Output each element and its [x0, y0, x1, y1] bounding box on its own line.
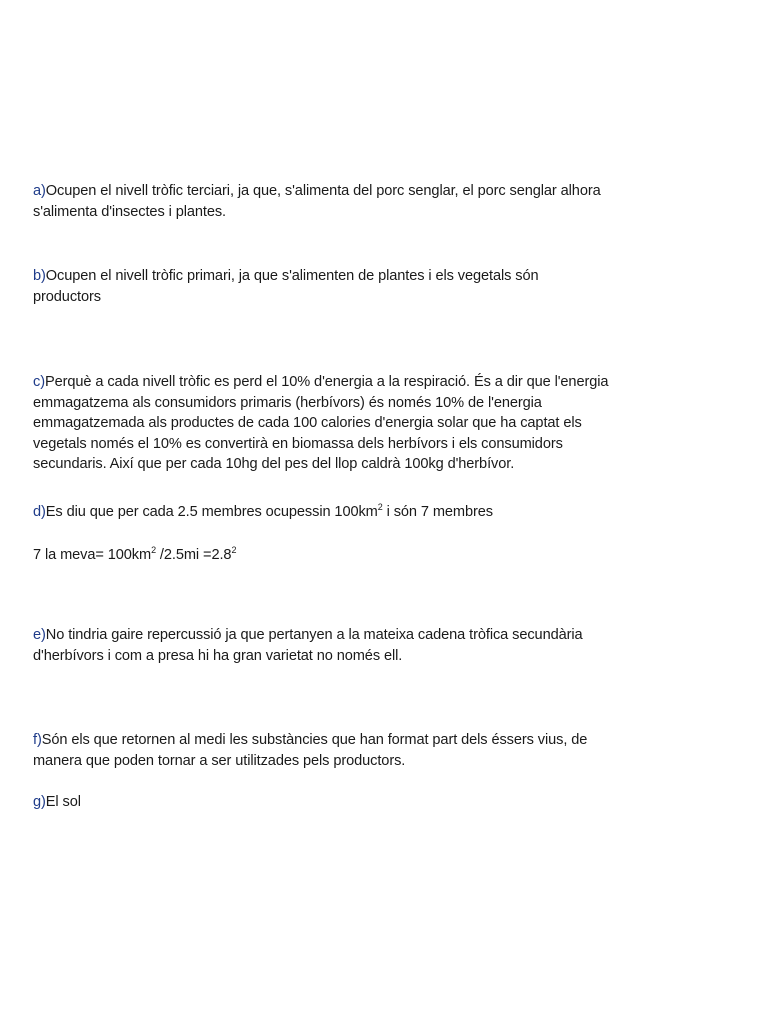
answer-f: [33, 730, 733, 771]
answer-d-calculation: [33, 540, 733, 566]
answer-c-label: c): [33, 374, 45, 390]
answer-d-calc-sup-1: 2: [151, 545, 156, 555]
answer-c: [33, 372, 733, 475]
answer-c-line-1: [33, 372, 733, 393]
answer-f-line-2: manera que poden tornar a ser utilitzades pels productors.: [33, 752, 406, 769]
answer-d-label: d): [33, 504, 46, 520]
answer-f-text-1: Són els que retornen al medi les substàncies que han format part dels éssers vius, de: [41, 732, 588, 748]
answer-b-line-2: productors: [33, 288, 101, 305]
answer-f-label: f): [33, 732, 42, 748]
answer-c-line-4: vegetals només el 10% es convertirà en biomassa dels herbívors i els consumidors: [33, 435, 563, 452]
answer-d-line-1: [33, 497, 733, 523]
answer-g-line-1: [33, 792, 733, 813]
answer-e-line-2: d'herbívors i com a presa hi ha gran varietat no només ell.: [33, 647, 403, 664]
answer-e-line-1: [33, 625, 733, 646]
answer-b-label: b): [33, 268, 46, 284]
answer-d-text-before: Es diu que per cada 2.5 membres ocupessin 100km: [45, 504, 378, 520]
answer-a-label: a): [33, 183, 46, 199]
answer-g-text: El sol: [45, 794, 81, 810]
answer-d-calc-line: [33, 540, 733, 566]
answer-a-line-2: s'alimenta d'insectes i plantes.: [33, 203, 227, 220]
answer-d-superscript: 2: [377, 502, 383, 512]
answer-g-label: g): [33, 794, 46, 810]
answer-b: [33, 266, 733, 307]
answer-g: [33, 792, 733, 813]
answer-e-text-1: No tindria gaire repercussió ja que pertanyen a la mateixa cadena tròfica secundària: [45, 627, 583, 643]
answer-d-calc-sup-2: 2: [231, 545, 237, 555]
answer-b-text-1: Ocupen el nivell tròfic primari, ja que s'alimenten de plantes i els vegetals són: [45, 268, 539, 284]
answer-d: [33, 497, 733, 523]
answer-c-line-2: emmagatzema als consumidors primaris (herbívors) és només 10% de l'energia: [33, 394, 542, 411]
answer-a: [33, 181, 733, 222]
answer-e: [33, 625, 733, 666]
answer-d-calc-part-2: /2.5mi =2.8: [155, 547, 232, 563]
answer-f-line-1: [33, 730, 733, 751]
answer-a-text-1: Ocupen el nivell tròfic terciari, ja que, s'alimenta del porc senglar, el porc senglar alhora: [45, 183, 601, 199]
answer-d-text-after: i són 7 membres: [382, 504, 493, 520]
answer-c-line-5: secundaris. Així que per cada 10hg del pes del llop caldrà 100kg d'herbívor.: [33, 456, 515, 472]
answer-c-text-1: Perquè a cada nivell tròfic es perd el 10% d'energia a la respiració. És a dir que l'energia: [44, 374, 609, 390]
answer-e-label: e): [33, 627, 46, 643]
answer-d-calc-part-1: 7 la meva= 100km: [33, 547, 152, 563]
answer-c-line-3: emmagatzemada als productes de cada 100 calories d'energia solar que ha captat els: [33, 415, 582, 431]
answer-a-line-1: [33, 181, 733, 202]
answer-b-line-1: [33, 266, 733, 287]
